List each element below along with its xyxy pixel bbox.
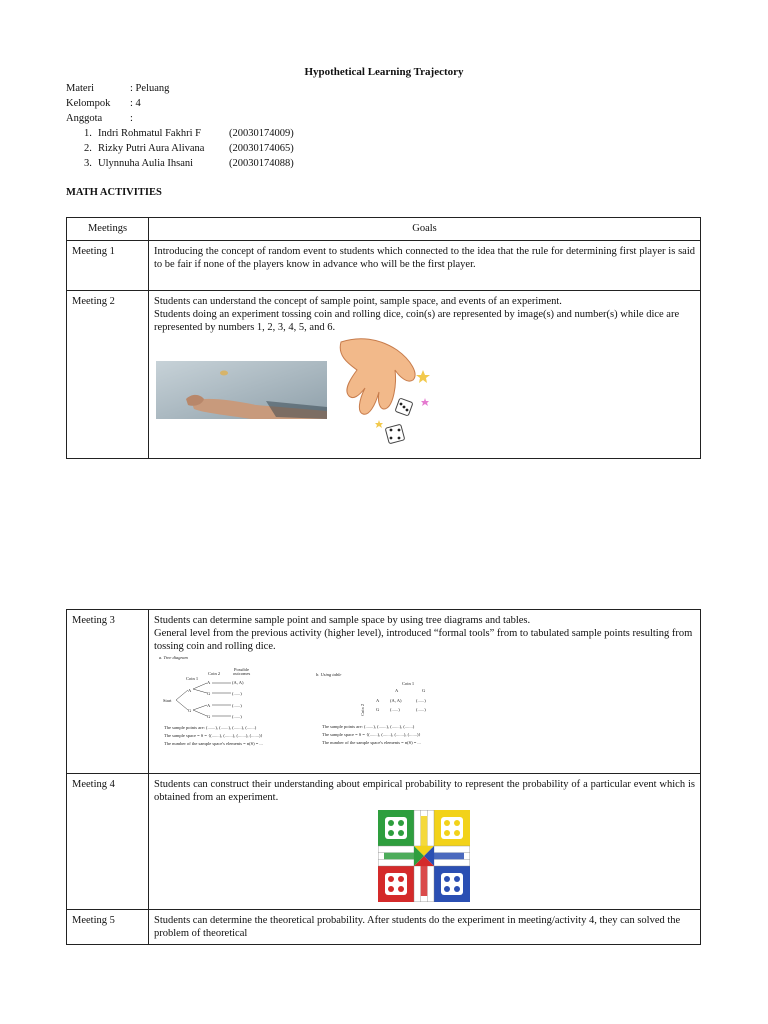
goal-text: Students doing an experiment tossing coin and rolling dice, coin(s) are represented by image(s) and number(s) while dice are represented by numbers 1, 2, 3, 4, 5, and 6. <box>154 309 680 333</box>
meeting-label: Meeting 2 <box>67 291 149 459</box>
tree-leaf-g: G <box>207 714 211 719</box>
member-number: 2. <box>84 143 92 154</box>
goal-text: Students can understand the concept of sample point, sample space, and events of an experiment. <box>154 296 562 307</box>
outcomes-label: outcomes <box>233 671 251 676</box>
tbl-points-text: The sample points are: (.......), (.......), (.......), (.......) <box>322 724 415 729</box>
member-name: Indri Rohmatul Fakhri F <box>98 128 201 139</box>
tree-branches <box>176 683 231 716</box>
table-row <box>67 241 701 291</box>
tbl-cell: (A, A) <box>390 698 402 703</box>
meeting-label: Meeting 1 <box>67 241 149 291</box>
tbl-row-a: A <box>376 698 380 703</box>
meeting-goal <box>149 241 701 291</box>
possible-label: Possible <box>234 667 250 672</box>
goal-text: Introducing the concept of random event to students which connected to the idea that the rule for determining first player is said to be fair if none of the players know in advance who will be the first player. <box>154 246 695 270</box>
tree-and-table-figure <box>154 654 474 750</box>
meeting-label: Meeting 5 <box>67 910 149 945</box>
meeting-goal <box>149 610 701 774</box>
tbl-col-a: A <box>395 688 399 693</box>
dice-throw-illustration <box>329 334 432 454</box>
member-number: 3. <box>84 158 92 169</box>
meeting-goal <box>149 910 701 945</box>
table-row <box>67 910 701 945</box>
tbl-cell: (......) <box>416 707 426 712</box>
meeting-label: Meeting 3 <box>67 610 149 774</box>
coin-toss-photo <box>156 361 327 419</box>
tbl-coin1-label: Coin 1 <box>402 681 415 686</box>
section-title: MATH ACTIVITIES <box>66 187 162 198</box>
tbl-count-text: The number of the sample space's elements = n(S) = ... <box>322 740 421 745</box>
table-header-row <box>67 218 701 241</box>
header-goals: Goals <box>149 218 701 241</box>
meeting-label: Meeting 4 <box>67 774 149 910</box>
member-item <box>84 126 294 141</box>
activities-table-page2 <box>66 609 701 945</box>
tree-coin1-label: Coin 1 <box>186 676 199 681</box>
meta-block <box>66 81 169 126</box>
meeting-goal <box>149 291 701 459</box>
kelompok-value: : 4 <box>130 98 141 109</box>
tree-node-a: A <box>188 688 192 693</box>
header-meetings: Meetings <box>67 218 149 241</box>
document-title: Hypothetical Learning Trajectory <box>304 66 464 78</box>
tree-node-g: G <box>188 708 192 713</box>
tree-outcome: (......) <box>232 714 242 719</box>
member-name: Ulynnuha Aulia Ihsani <box>98 158 194 169</box>
tbl-row-g: G <box>376 707 380 712</box>
tree-points-text: The sample points are: (.......), (.......), (.......), (.......) <box>164 725 257 730</box>
member-id: (20030174065) <box>229 143 294 154</box>
goal-text: Students can determine sample point and sample space by using tree diagrams and tables. <box>154 615 531 626</box>
tbl-cell: (......) <box>390 707 400 712</box>
meeting-goal <box>149 774 701 910</box>
table-row <box>67 291 701 459</box>
anggota-value: : <box>130 113 133 124</box>
table-title: b. Using table <box>316 672 342 677</box>
tree-leaf-g: G <box>207 691 211 696</box>
tbl-col-g: G <box>422 688 426 693</box>
tree-space-text: The sample space = S = {(.......), (.......), (.......), (.......)} <box>164 733 263 738</box>
tree-outcome: (A, A) <box>232 680 244 685</box>
tbl-cell: (......) <box>416 698 426 703</box>
table-row <box>67 774 701 910</box>
member-id: (20030174088) <box>229 158 294 169</box>
tree-outcome: (......) <box>232 691 242 696</box>
meeting2-images <box>154 334 695 454</box>
member-item <box>84 156 294 171</box>
activities-table-page1 <box>66 217 701 459</box>
anggota-label: Anggota <box>66 113 103 124</box>
goal-text: Students can construct their understanding about empirical probability to represent the probability of a particular event which is obtained from an experiment. <box>154 779 695 803</box>
goal-text: Students can determine the theoretical probability. After students do the experiment in meeting/activity 4, they can solved the problem of theoretical <box>154 915 681 939</box>
tree-leaf-a: A <box>207 680 211 685</box>
kelompok-label: Kelompok <box>66 98 111 109</box>
member-number: 1. <box>84 128 92 139</box>
materi-value: : Peluang <box>130 83 170 94</box>
member-item <box>84 141 294 156</box>
member-name: Rizky Putri Aura Alivana <box>98 143 205 154</box>
tree-count-text: The number of the sample space's elements = n(S) = ... <box>164 741 263 746</box>
tree-start-label: Start <box>163 698 172 703</box>
materi-label: Materi <box>66 83 94 94</box>
tree-title: a. Tree diagram <box>159 655 188 660</box>
tree-outcome: (......) <box>232 703 242 708</box>
table-row <box>67 610 701 774</box>
tbl-space-text: The sample space = S = {(.......), (.......), (.......), (.......)} <box>322 732 421 737</box>
member-list <box>84 126 294 171</box>
goal-text: General level from the previous activity (higher level), introduced “formal tools” from to tabulated sample points resulting from tossing coin and rolling dice. <box>154 628 693 652</box>
member-id: (20030174009) <box>229 128 294 139</box>
tbl-coin2-label: Coin 2 <box>360 703 365 716</box>
tree-leaf-a: A <box>207 703 211 708</box>
ludo-board-image <box>378 810 470 902</box>
tree-coin2-label: Coin 2 <box>208 671 221 676</box>
